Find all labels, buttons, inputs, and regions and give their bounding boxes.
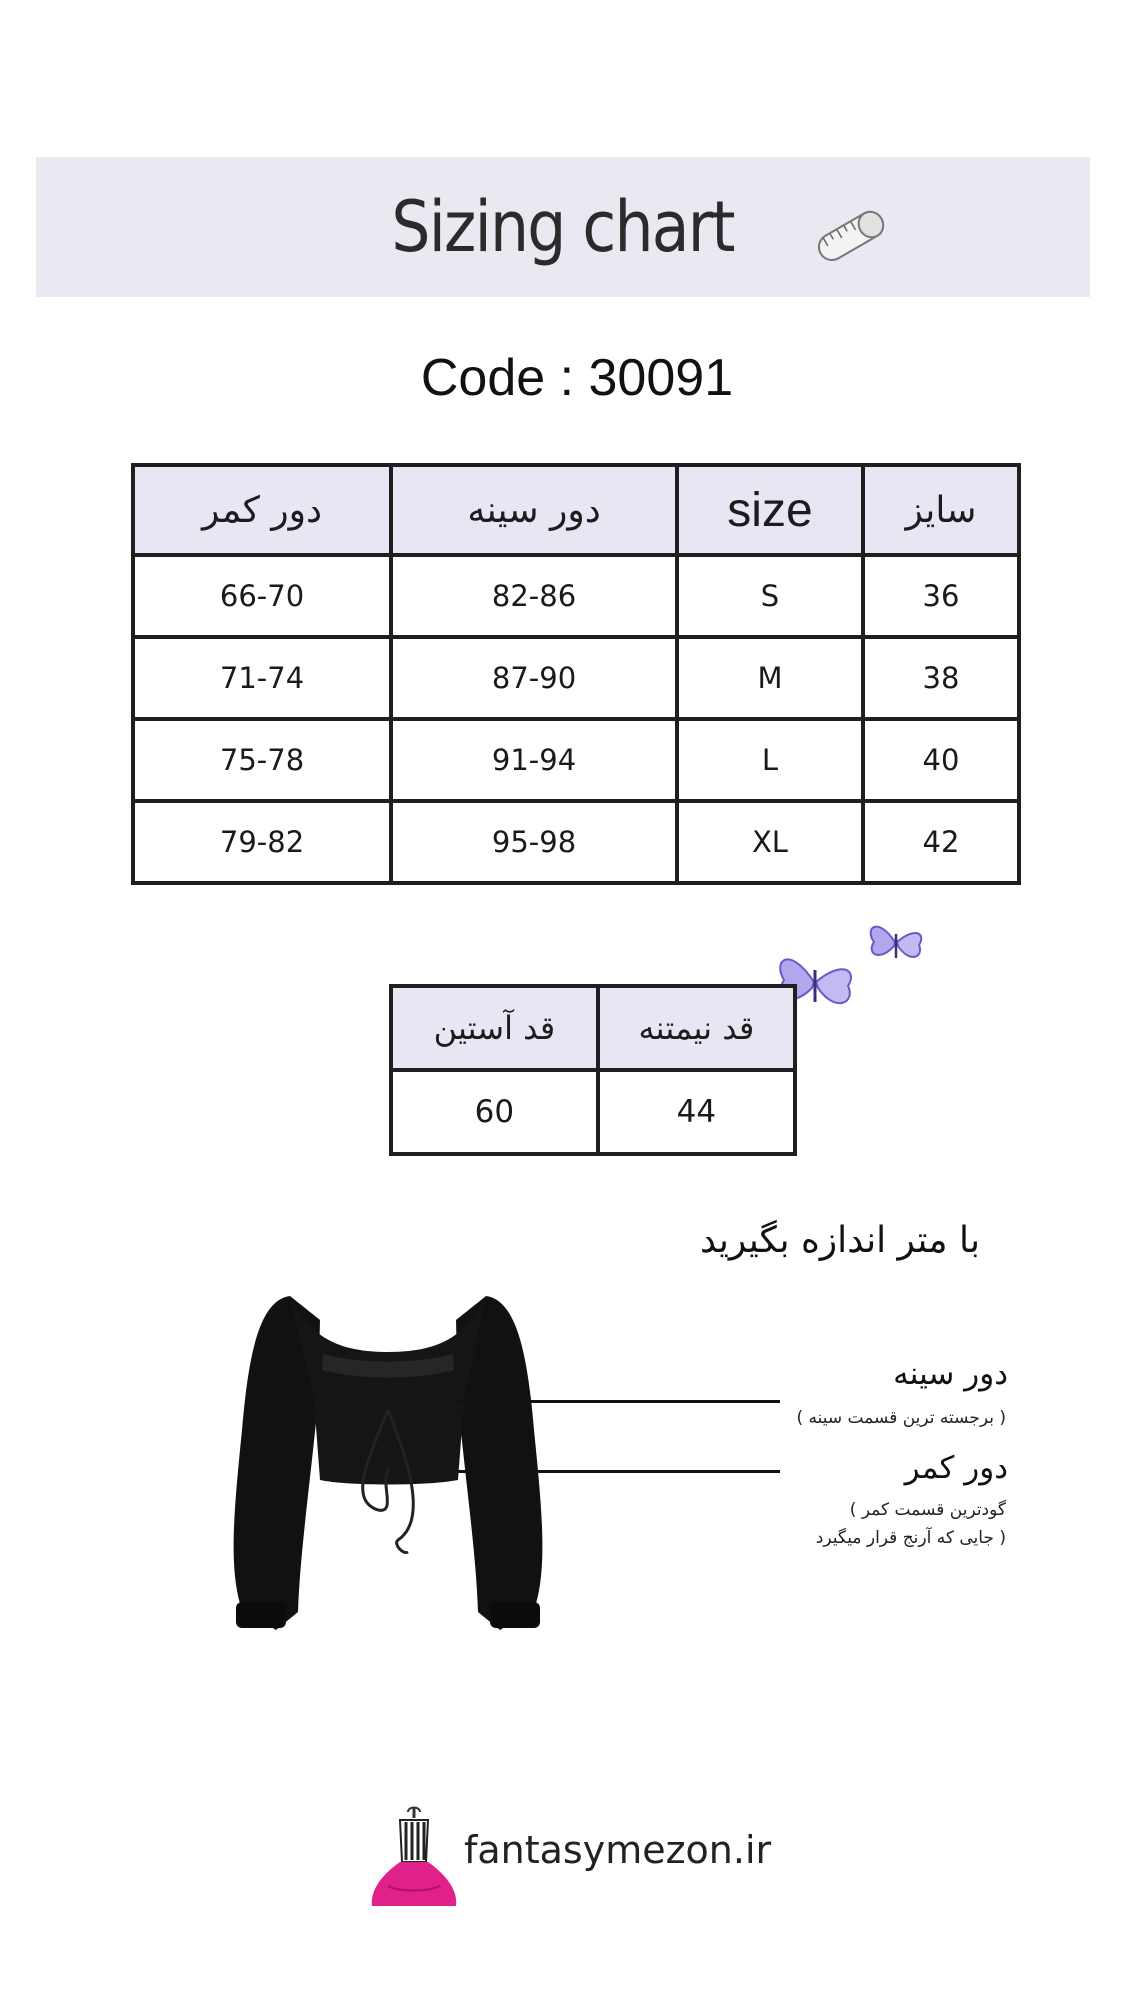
site-url[interactable]: fantasymezon.ir: [464, 1828, 772, 1872]
cell-size-number: 38: [863, 637, 1019, 719]
cell-sleeve-length: 60: [391, 1070, 598, 1154]
cell-chest: 87-90: [391, 637, 677, 719]
waist-label: دور کمر: [904, 1450, 1008, 1486]
cell-waist: 66-70: [133, 555, 391, 637]
chest-note: ( برجسته ترین قسمت سینه ): [796, 1408, 1006, 1428]
waist-note-line-2: جایی که آرنج قرار میگیرد ): [815, 1528, 1006, 1548]
waist-guide-line: [458, 1470, 780, 1473]
cell-waist: 75-78: [133, 719, 391, 801]
cell-size-number: 40: [863, 719, 1019, 801]
chest-guide-line: [458, 1400, 780, 1403]
butterfly-icon: [864, 912, 928, 972]
header-size: size: [677, 465, 863, 555]
header-sleeve-length: قد آستین: [391, 986, 598, 1070]
dress-icon: [368, 1806, 460, 1910]
cell-size: XL: [677, 801, 863, 883]
length-table-header-row: [391, 986, 795, 1070]
sizing-chart-banner: [36, 157, 1090, 297]
cell-size: L: [677, 719, 863, 801]
header-top-length: قد نیمتنه: [598, 986, 795, 1070]
product-code: Code : 30091: [420, 349, 734, 407]
cell-top-length: 44: [598, 1070, 795, 1154]
cell-size-number: 42: [863, 801, 1019, 883]
table-row: [133, 801, 1019, 883]
cell-size: S: [677, 555, 863, 637]
length-table: [389, 984, 797, 1156]
cell-chest: 91-94: [391, 719, 677, 801]
sizing-chart-title: Sizing chart: [391, 186, 735, 268]
table-row: [133, 637, 1019, 719]
cell-waist: 71-74: [133, 637, 391, 719]
size-table: [131, 463, 1021, 885]
table-row: [391, 1070, 795, 1154]
cell-waist: 79-82: [133, 801, 391, 883]
waist-note-line-1: ( گودترین قسمت کمر: [849, 1500, 1006, 1520]
measuring-tape-icon: [808, 193, 894, 279]
cell-size: M: [677, 637, 863, 719]
measure-title: با متر اندازه بگیرید: [699, 1220, 980, 1261]
cell-chest: 95-98: [391, 801, 677, 883]
cell-size-number: 36: [863, 555, 1019, 637]
header-chest: دور سینه: [391, 465, 677, 555]
header-size-number: سایز: [863, 465, 1019, 555]
chest-label: دور سینه: [893, 1356, 1008, 1392]
size-table-header-row: [133, 465, 1019, 555]
header-waist: دور کمر: [133, 465, 391, 555]
table-row: [133, 719, 1019, 801]
table-row: [133, 555, 1019, 637]
crop-top-garment-image: [228, 1290, 548, 1640]
cell-chest: 82-86: [391, 555, 677, 637]
